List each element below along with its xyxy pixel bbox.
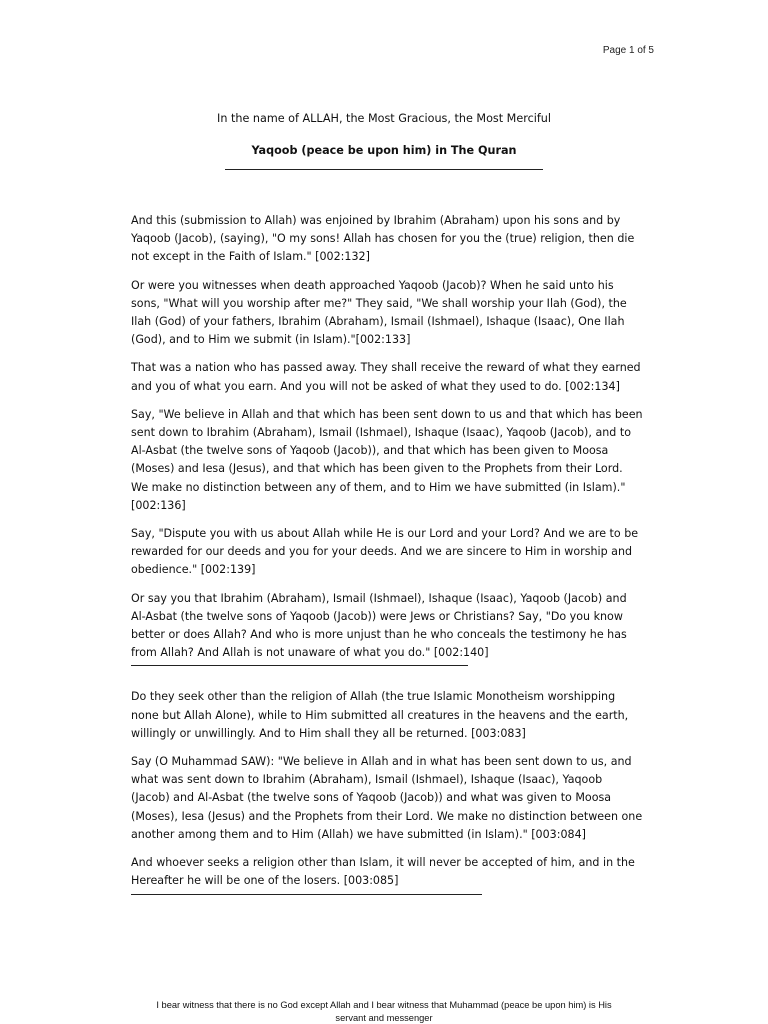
document-body bbox=[131, 212, 643, 917]
title-divider bbox=[225, 169, 543, 170]
verse-paragraph: Or say you that Ibrahim (Abraham), Ismail (Ishmael), Ishaque (Isaac), Yaqoob (Jacob) and Al-Asbat (the twelve sons of Yaqoob (Jacob)) were Jews or Christians? Say, "Do you know better or does Allah? And who is more unjust than he who conceals the testimony he has from Allah? And Allah is not unaware of what you do." [002:140] bbox=[131, 591, 627, 660]
verse-paragraph: And whoever seeks a religion other than Islam, it will never be accepted of him, and in the Hereafter he will be one of the losers. [003:085] bbox=[131, 856, 635, 888]
section-divider bbox=[131, 894, 482, 895]
section-surah-baqarah bbox=[131, 212, 643, 666]
verse-paragraph: And this (submission to Allah) was enjoined by Ibrahim (Abraham) upon his sons and by Yaqoob (Jacob), (saying), "O my sons! Allah has chosen for you the (true) religion, then die not except in the Faith of Islam." [002:132] bbox=[131, 214, 635, 264]
verse-paragraph: Say, "We believe in Allah and that which has been sent down to us and that which has been sent down to Ibrahim (Abraham), Ismail (Ishmael), Ishaque (Isaac), Yaqoob (Jacob), and to Al-Asbat (the twelve sons of Yaqoob (Jacob)), and that which has been given to Moosa (Moses) and Iesa (Jesus), and that which has been given to the Prophets from their Lord. We make no distinction between any of them, and to Him we have submitted (in Islam)." [002:136] bbox=[131, 407, 643, 512]
verse-paragraph: That was a nation who has passed away. They shall receive the reward of what they earned and you of what you earn. And you will not be asked of what they used to do. [002:134] bbox=[131, 361, 641, 393]
footer-line: I bear witness that there is no God except Allah and I bear witness that Muhammad (peace be upon him) is His bbox=[156, 1000, 612, 1010]
bismillah-line: In the name of ALLAH, the Most Gracious, the Most Merciful bbox=[217, 112, 551, 125]
section-divider bbox=[131, 665, 468, 666]
verse-paragraph: Say, "Dispute you with us about Allah while He is our Lord and your Lord? And we are to be rewarded for our deeds and you for your deeds. And we are sincere to Him in worship and obedience." [002:139] bbox=[131, 527, 639, 577]
verse-paragraph: Or were you witnesses when death approached Yaqoob (Jacob)? When he said unto his sons, "What will you worship after me?" They said, "We shall worship your Ilah (God), the Ilah (God) of your fathers, Ibrahim (Abraham), Ismail (Ishmael), Ishaque (Isaac), One Ilah (God), and to Him we submit (in Islam)."[002:133] bbox=[131, 278, 627, 347]
page-number: Page 1 of 5 bbox=[602, 45, 654, 56]
section-surah-al-imran bbox=[131, 688, 643, 894]
footer-line: servant and messenger bbox=[335, 1012, 433, 1023]
verse-paragraph: Do they seek other than the religion of Allah (the true Islamic Monotheism worshipping none but Allah Alone), while to Him submitted all creatures in the heavens and the earth, willingly or unwillingly. And to Him shall they all be returned. [003:083] bbox=[131, 690, 629, 740]
document-title: Yaqoob (peace be upon him) in The Quran bbox=[251, 144, 517, 157]
verse-paragraph: Say (O Muhammad SAW): "We believe in Allah and in what has been sent down to us, and what was sent down to Ibrahim (Abraham), Ismail (Ishmael), Ishaque (Isaac), Yaqoob (Jacob) and Al-Asbat (the twelve sons of Yaqoob (Jacob)) and what was given to Moosa (Moses), Iesa (Jesus) and the Prophets from their Lord. We make no distinction between one another among them and to Him (Allah) we have submitted (in Islam)." [003:084] bbox=[131, 755, 643, 841]
document-header bbox=[0, 112, 768, 170]
page-footer bbox=[0, 999, 768, 1024]
